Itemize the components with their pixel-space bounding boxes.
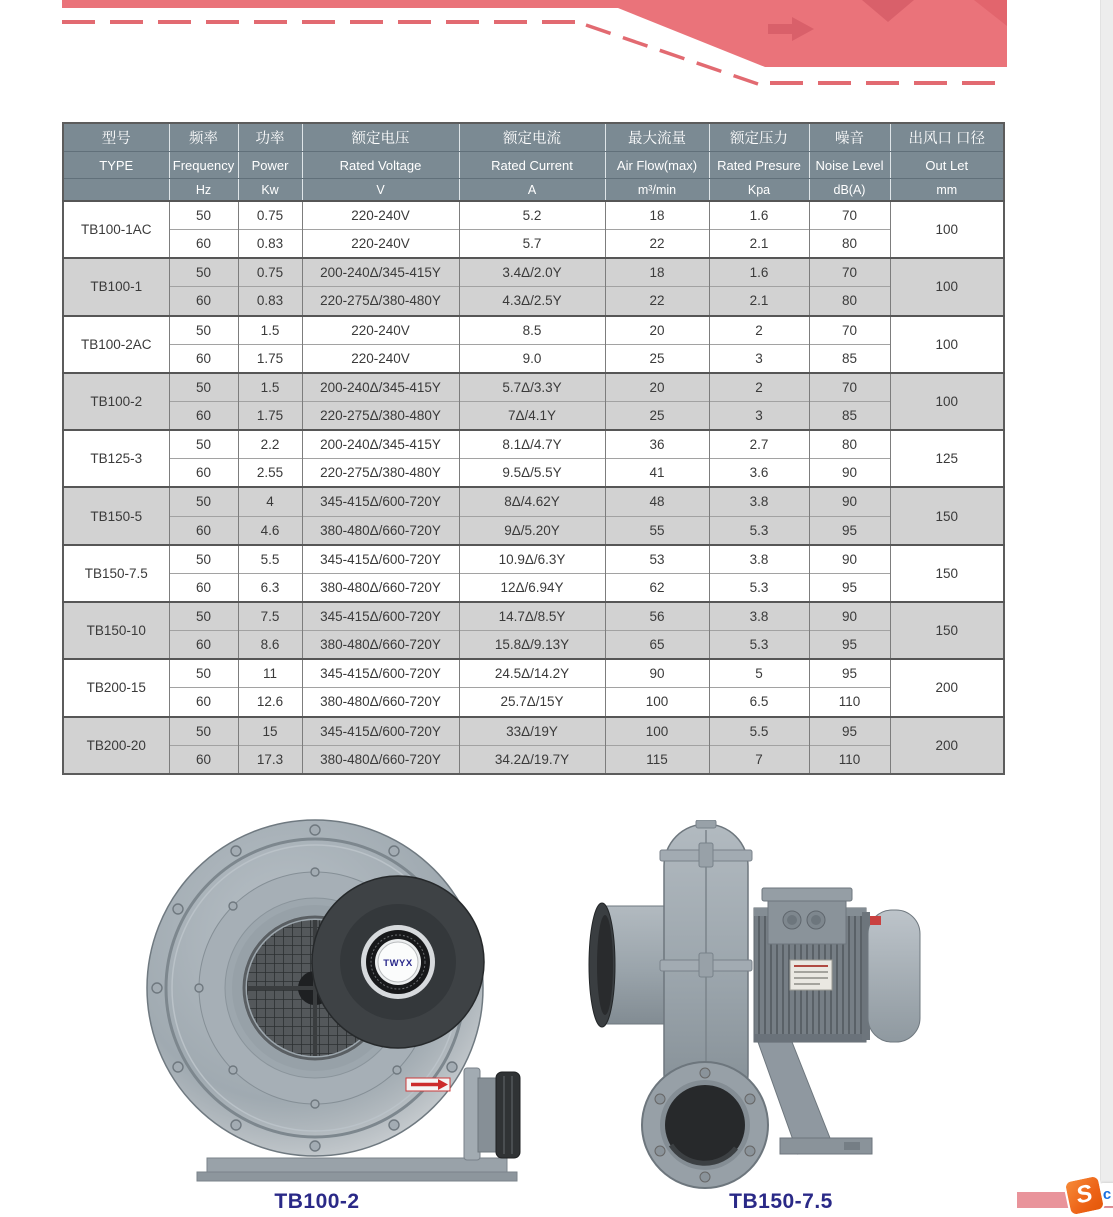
spec-cell-air-flow: 53 — [605, 545, 709, 574]
spec-cell-noise: 110 — [809, 745, 890, 774]
spec-cell-rated-current: 5.2 — [459, 201, 605, 230]
model-cell: TB150-5 — [63, 487, 169, 544]
spec-cell-rated-voltage: 380-480Δ/660-720Y — [302, 631, 459, 660]
spec-cell-rated-voltage: 220-275Δ/380-480Y — [302, 401, 459, 430]
outlet-cell: 100 — [890, 201, 1004, 258]
spec-cell-power: 2.2 — [238, 430, 302, 459]
header-frequency-en: Frequency — [169, 152, 238, 179]
spec-cell-rated-current: 15.8Δ/9.13Y — [459, 631, 605, 660]
model-cell: TB100-2AC — [63, 316, 169, 373]
spec-cell-frequency: 50 — [169, 430, 238, 459]
spec-cell-power: 11 — [238, 659, 302, 688]
spec-cell-frequency: 60 — [169, 573, 238, 602]
spec-cell-rated-pressure: 1.6 — [709, 258, 809, 287]
spec-cell-noise: 80 — [809, 430, 890, 459]
spec-cell-rated-pressure: 1.6 — [709, 201, 809, 230]
spec-cell-frequency: 50 — [169, 602, 238, 631]
spec-cell-frequency: 50 — [169, 717, 238, 746]
warning-sticker — [870, 916, 881, 925]
spec-cell-rated-current: 33Δ/19Y — [459, 717, 605, 746]
spec-cell-frequency: 60 — [169, 688, 238, 717]
spec-cell-rated-current: 4.3Δ/2.5Y — [459, 287, 605, 316]
spec-cell-rated-voltage: 220-240V — [302, 230, 459, 259]
spec-cell-air-flow: 56 — [605, 602, 709, 631]
header-frequency-unit: Hz — [169, 179, 238, 202]
spec-cell-rated-voltage: 220-275Δ/380-480Y — [302, 459, 459, 488]
model-cell: TB100-1 — [63, 258, 169, 315]
model-cell: TB100-1AC — [63, 201, 169, 258]
spec-cell-air-flow: 62 — [605, 573, 709, 602]
spec-cell-rated-pressure: 5 — [709, 659, 809, 688]
header-rated-voltage-zh: 额定电压 — [302, 123, 459, 152]
spec-cell-power: 17.3 — [238, 745, 302, 774]
terminal-box — [762, 888, 852, 944]
spec-cell-rated-voltage: 380-480Δ/660-720Y — [302, 745, 459, 774]
spec-cell-rated-voltage: 220-240V — [302, 316, 459, 345]
header-power-unit: Kw — [238, 179, 302, 202]
outlet-cell: 150 — [890, 602, 1004, 659]
spec-cell-rated-current: 24.5Δ/14.2Y — [459, 659, 605, 688]
spec-cell-rated-pressure: 2.1 — [709, 230, 809, 259]
spec-cell-noise: 85 — [809, 401, 890, 430]
spec-cell-air-flow: 22 — [605, 230, 709, 259]
spec-cell-frequency: 60 — [169, 745, 238, 774]
spec-cell-frequency: 50 — [169, 659, 238, 688]
spec-cell-noise: 90 — [809, 459, 890, 488]
spec-cell-rated-voltage: 345-415Δ/600-720Y — [302, 545, 459, 574]
product-label-left: TB100-2 — [274, 1190, 360, 1213]
spec-cell-power: 0.75 — [238, 201, 302, 230]
spec-cell-frequency: 50 — [169, 545, 238, 574]
spec-cell-rated-pressure: 3.8 — [709, 487, 809, 516]
spec-cell-frequency: 60 — [169, 230, 238, 259]
spec-cell-rated-pressure: 6.5 — [709, 688, 809, 717]
spec-cell-air-flow: 18 — [605, 258, 709, 287]
header-decoration — [62, 0, 1007, 95]
spec-cell-rated-pressure: 5.3 — [709, 573, 809, 602]
spec-cell-noise: 95 — [809, 631, 890, 660]
header-air-flow-en: Air Flow(max) — [605, 152, 709, 179]
spec-cell-noise: 95 — [809, 516, 890, 545]
spec-cell-power: 7.5 — [238, 602, 302, 631]
spec-cell-air-flow: 20 — [605, 316, 709, 345]
spec-cell-noise: 110 — [809, 688, 890, 717]
spec-cell-frequency: 60 — [169, 287, 238, 316]
spec-cell-frequency: 60 — [169, 631, 238, 660]
header-outlet-zh: 出风口 口径 — [890, 123, 1004, 152]
model-cell: TB150-10 — [63, 602, 169, 659]
spec-cell-air-flow: 55 — [605, 516, 709, 545]
model-cell: TB200-20 — [63, 717, 169, 774]
spec-cell-noise: 95 — [809, 659, 890, 688]
spec-cell-air-flow: 18 — [605, 201, 709, 230]
header-rated-pressure-unit: Kpa — [709, 179, 809, 202]
spec-cell-air-flow: 65 — [605, 631, 709, 660]
spec-cell-rated-pressure: 2.7 — [709, 430, 809, 459]
header-rated-pressure-en: Rated Presure — [709, 152, 809, 179]
watermark-chip[interactable]: c — [1099, 1183, 1113, 1206]
header-rated-current-zh: 额定电流 — [459, 123, 605, 152]
spec-cell-rated-pressure: 2 — [709, 373, 809, 402]
spec-cell-power: 0.83 — [238, 230, 302, 259]
header-type-en: TYPE — [63, 152, 169, 179]
spec-cell-air-flow: 48 — [605, 487, 709, 516]
spec-cell-rated-current: 8Δ/4.62Y — [459, 487, 605, 516]
spec-cell-frequency: 50 — [169, 373, 238, 402]
spec-cell-noise: 80 — [809, 230, 890, 259]
spec-cell-power: 1.5 — [238, 316, 302, 345]
spec-cell-rated-pressure: 3.8 — [709, 602, 809, 631]
header-power-zh: 功率 — [238, 123, 302, 152]
spec-cell-air-flow: 41 — [605, 459, 709, 488]
blower-front-photo — [112, 810, 522, 1192]
spec-cell-noise: 95 — [809, 717, 890, 746]
spec-cell-noise: 70 — [809, 201, 890, 230]
spec-cell-power: 8.6 — [238, 631, 302, 660]
spec-cell-rated-current: 8.1Δ/4.7Y — [459, 430, 605, 459]
spec-cell-rated-voltage: 220-240V — [302, 201, 459, 230]
spec-cell-air-flow: 22 — [605, 287, 709, 316]
outlet-flange — [642, 1062, 768, 1188]
spec-cell-noise: 90 — [809, 545, 890, 574]
spec-cell-rated-voltage: 345-415Δ/600-720Y — [302, 487, 459, 516]
spec-cell-power: 4 — [238, 487, 302, 516]
spec-cell-rated-voltage: 380-480Δ/660-720Y — [302, 573, 459, 602]
decoration-band — [62, 0, 1007, 67]
spec-cell-power: 0.83 — [238, 287, 302, 316]
spec-cell-rated-current: 14.7Δ/8.5Y — [459, 602, 605, 631]
cover-disc — [312, 876, 484, 1048]
spec-cell-rated-pressure: 2.1 — [709, 287, 809, 316]
outlet-cell: 150 — [890, 487, 1004, 544]
spec-cell-rated-voltage: 200-240Δ/345-415Y — [302, 373, 459, 402]
header-power-en: Power — [238, 152, 302, 179]
spec-cell-rated-pressure: 3 — [709, 344, 809, 373]
model-cell: TB150-7.5 — [63, 545, 169, 602]
spec-cell-air-flow: 25 — [605, 401, 709, 430]
spec-cell-rated-voltage: 220-240V — [302, 344, 459, 373]
header-rated-current-unit: A — [459, 179, 605, 202]
spec-cell-rated-pressure: 2 — [709, 316, 809, 345]
spec-cell-power: 4.6 — [238, 516, 302, 545]
spec-cell-power: 12.6 — [238, 688, 302, 717]
spec-cell-frequency: 60 — [169, 459, 238, 488]
spec-cell-frequency: 50 — [169, 258, 238, 287]
blower-side-photo — [576, 820, 986, 1192]
spec-cell-air-flow: 90 — [605, 659, 709, 688]
spec-cell-frequency: 50 — [169, 316, 238, 345]
spec-cell-rated-voltage: 345-415Δ/600-720Y — [302, 659, 459, 688]
model-cell: TB200-15 — [63, 659, 169, 716]
mount-stand — [758, 1042, 872, 1154]
spec-cell-rated-voltage: 345-415Δ/600-720Y — [302, 602, 459, 631]
hub-logo: TWYX — [383, 958, 413, 969]
header-type-zh: 型号 — [63, 123, 169, 152]
spec-cell-rated-current: 3.4Δ/2.0Y — [459, 258, 605, 287]
spec-cell-rated-current: 34.2Δ/19.7Y — [459, 745, 605, 774]
spec-cell-noise: 90 — [809, 487, 890, 516]
spec-cell-rated-current: 9.0 — [459, 344, 605, 373]
spec-cell-rated-voltage: 380-480Δ/660-720Y — [302, 516, 459, 545]
spec-cell-noise: 90 — [809, 602, 890, 631]
spec-cell-rated-current: 5.7Δ/3.3Y — [459, 373, 605, 402]
spec-cell-power: 1.75 — [238, 344, 302, 373]
spec-cell-power: 1.75 — [238, 401, 302, 430]
header-outlet-unit: mm — [890, 179, 1004, 202]
header-noise-en: Noise Level — [809, 152, 890, 179]
spec-table — [62, 122, 1005, 775]
header-rated-voltage-en: Rated Voltage — [302, 152, 459, 179]
spec-cell-rated-current: 5.7 — [459, 230, 605, 259]
model-cell: TB100-2 — [63, 373, 169, 430]
spec-cell-power: 15 — [238, 717, 302, 746]
header-noise-unit: dB(A) — [809, 179, 890, 202]
flow-arrow-decal — [406, 1078, 450, 1091]
header-rated-current-en: Rated Current — [459, 152, 605, 179]
spec-cell-rated-current: 8.5 — [459, 316, 605, 345]
spec-cell-air-flow: 20 — [605, 373, 709, 402]
spec-cell-noise: 85 — [809, 344, 890, 373]
spec-cell-rated-current: 10.9Δ/6.3Y — [459, 545, 605, 574]
header-noise-zh: 噪音 — [809, 123, 890, 152]
header-rated-voltage-unit: V — [302, 179, 459, 202]
spec-cell-rated-pressure: 3.6 — [709, 459, 809, 488]
spec-cell-rated-current: 12Δ/6.94Y — [459, 573, 605, 602]
spec-cell-rated-current: 9.5Δ/5.5Y — [459, 459, 605, 488]
header-frequency-zh: 频率 — [169, 123, 238, 152]
spec-cell-air-flow: 36 — [605, 430, 709, 459]
spec-cell-noise: 70 — [809, 258, 890, 287]
header-outlet-en: Out Let — [890, 152, 1004, 179]
header-type-unit — [63, 179, 169, 202]
spec-cell-rated-current: 7Δ/4.1Y — [459, 401, 605, 430]
motor-end-cap — [862, 910, 920, 1042]
spec-cell-air-flow: 25 — [605, 344, 709, 373]
spec-cell-rated-pressure: 3.8 — [709, 545, 809, 574]
spec-cell-rated-current: 25.7Δ/15Y — [459, 688, 605, 717]
spec-cell-rated-voltage: 200-240Δ/345-415Y — [302, 258, 459, 287]
spec-cell-power: 2.55 — [238, 459, 302, 488]
spec-cell-noise: 70 — [809, 373, 890, 402]
outlet-duct — [464, 1068, 520, 1160]
spec-cell-rated-voltage: 380-480Δ/660-720Y — [302, 688, 459, 717]
spec-cell-rated-pressure: 3 — [709, 401, 809, 430]
spec-cell-power: 5.5 — [238, 545, 302, 574]
outlet-cell: 200 — [890, 659, 1004, 716]
spec-cell-rated-pressure: 5.5 — [709, 717, 809, 746]
outlet-cell: 100 — [890, 258, 1004, 315]
outlet-cell: 150 — [890, 545, 1004, 602]
spec-cell-air-flow: 100 — [605, 688, 709, 717]
spec-cell-rated-voltage: 345-415Δ/600-720Y — [302, 717, 459, 746]
spec-cell-rated-pressure: 5.3 — [709, 631, 809, 660]
spec-cell-rated-pressure: 7 — [709, 745, 809, 774]
outlet-cell: 200 — [890, 717, 1004, 774]
header-air-flow-unit: m³/min — [605, 179, 709, 202]
scrollbar[interactable] — [1100, 0, 1113, 1208]
outlet-cell: 100 — [890, 316, 1004, 373]
product-label-right: TB150-7.5 — [729, 1190, 833, 1213]
spec-cell-frequency: 60 — [169, 516, 238, 545]
blower-base — [197, 1158, 517, 1181]
spec-cell-power: 1.5 — [238, 373, 302, 402]
header-air-flow-zh: 最大流量 — [605, 123, 709, 152]
spec-cell-rated-voltage: 220-275Δ/380-480Y — [302, 287, 459, 316]
spec-cell-noise: 95 — [809, 573, 890, 602]
spec-cell-frequency: 50 — [169, 487, 238, 516]
outlet-cell: 125 — [890, 430, 1004, 487]
spec-cell-rated-voltage: 200-240Δ/345-415Y — [302, 430, 459, 459]
spec-cell-frequency: 50 — [169, 201, 238, 230]
spec-cell-frequency: 60 — [169, 344, 238, 373]
spec-cell-rated-pressure: 5.3 — [709, 516, 809, 545]
spec-cell-power: 6.3 — [238, 573, 302, 602]
spec-cell-frequency: 60 — [169, 401, 238, 430]
spec-cell-noise: 80 — [809, 287, 890, 316]
spec-cell-air-flow: 100 — [605, 717, 709, 746]
spec-cell-power: 0.75 — [238, 258, 302, 287]
outlet-cell: 100 — [890, 373, 1004, 430]
model-cell: TB125-3 — [63, 430, 169, 487]
spec-cell-air-flow: 115 — [605, 745, 709, 774]
spec-cell-noise: 70 — [809, 316, 890, 345]
header-rated-pressure-zh: 额定压力 — [709, 123, 809, 152]
screenshot-tool-badge[interactable]: S — [1063, 1174, 1107, 1217]
spec-cell-rated-current: 9Δ/5.20Y — [459, 516, 605, 545]
